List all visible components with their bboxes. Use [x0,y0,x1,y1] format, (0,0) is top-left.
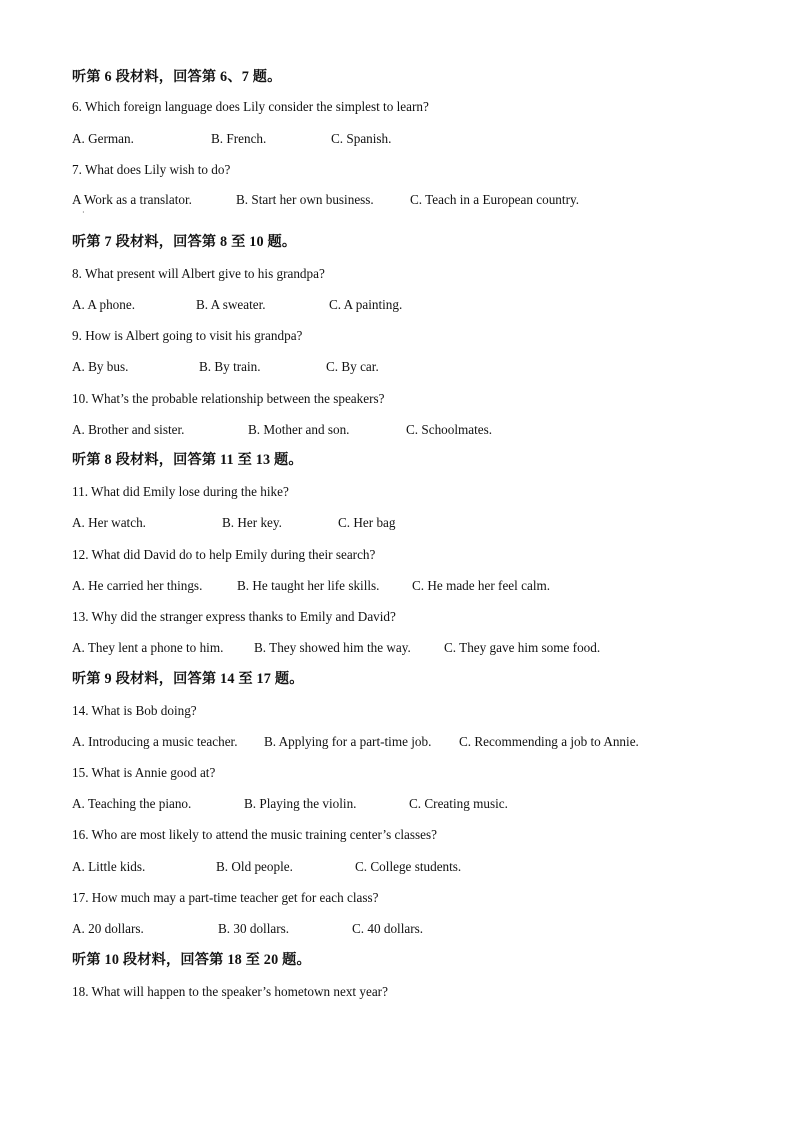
option-a: A. Little kids. [72,859,146,874]
option-c: C. Her bag [338,515,396,530]
section-heading: 听第 7 段材料，回答第 8 至 10 题。 [72,234,297,250]
option-a: A. Her watch. [72,515,146,530]
option-c: C. Schoolmates. [406,422,493,437]
option-a: A. He carried her things. [72,578,203,593]
option-a: A. 20 dollars. [72,921,144,936]
option-a: A. Introducing a music teacher. [72,734,238,749]
option-b: B. French. [211,131,267,146]
option-b: B. A sweater. [196,297,266,312]
question-text: 6. Which foreign language does Lily consider the simplest to learn? [72,99,429,114]
option-c: C. College students. [355,859,462,874]
question-text: 8. What present will Albert give to his grandpa? [72,266,325,281]
option-c: C. He made her feel calm. [412,578,551,593]
stray-mark: · [82,208,85,217]
option-a: A. Teaching the piano. [72,796,192,811]
question-text: 12. What did David do to help Emily during their search? [72,547,376,562]
option-b: B. Old people. [216,859,293,874]
section-heading: 听第 9 段材料，回答第 14 至 17 题。 [72,671,304,687]
question-text: 13. Why did the stranger express thanks to Emily and David? [72,609,396,624]
question-text: 9. How is Albert going to visit his grandpa? [72,328,303,343]
question-text: 17. How much may a part-time teacher get for each class? [72,890,379,905]
option-b: B. Start her own business. [236,192,374,207]
option-a: A. Brother and sister. [72,422,185,437]
option-c: C. Teach in a European country. [410,192,579,207]
option-c: C. By car. [326,359,379,374]
option-b: B. 30 dollars. [218,921,290,936]
option-c: C. They gave him some food. [444,640,601,655]
option-c: C. A painting. [329,297,403,312]
option-c: C. 40 dollars. [352,921,424,936]
option-a: A. A phone. [72,297,136,312]
question-text: 11. What did Emily lose during the hike? [72,484,289,499]
option-c: C. Recommending a job to Annie. [459,734,639,749]
option-b: B. Applying for a part-time job. [264,734,432,749]
option-b: B. Her key. [222,515,282,530]
option-b: B. Mother and son. [248,422,350,437]
option-b: B. By train. [199,359,261,374]
option-a: A. They lent a phone to him. [72,640,224,655]
option-c: C. Spanish. [331,131,392,146]
section-heading: 听第 6 段材料，回答第 6、7 题。 [72,69,282,85]
question-text: 15. What is Annie good at? [72,765,216,780]
question-text: 14. What is Bob doing? [72,703,197,718]
question-text: 10. What’s the probable relationship between the speakers? [72,391,385,406]
option-a: A. By bus. [72,359,129,374]
option-b: B. They showed him the way. [254,640,411,655]
option-c: C. Creating music. [409,796,508,811]
question-text: 16. Who are most likely to attend the music training center’s classes? [72,827,437,842]
option-b: B. He taught her life skills. [237,578,380,593]
section-heading: 听第 10 段材料，回答第 18 至 20 题。 [72,952,311,968]
section-heading: 听第 8 段材料，回答第 11 至 13 题。 [72,452,303,468]
option-a: A Work as a translator. [72,192,192,207]
question-text: 7. What does Lily wish to do? [72,162,231,177]
option-a: A. German. [72,131,134,146]
option-b: B. Playing the violin. [244,796,357,811]
question-text: 18. What will happen to the speaker’s hometown next year? [72,984,388,999]
